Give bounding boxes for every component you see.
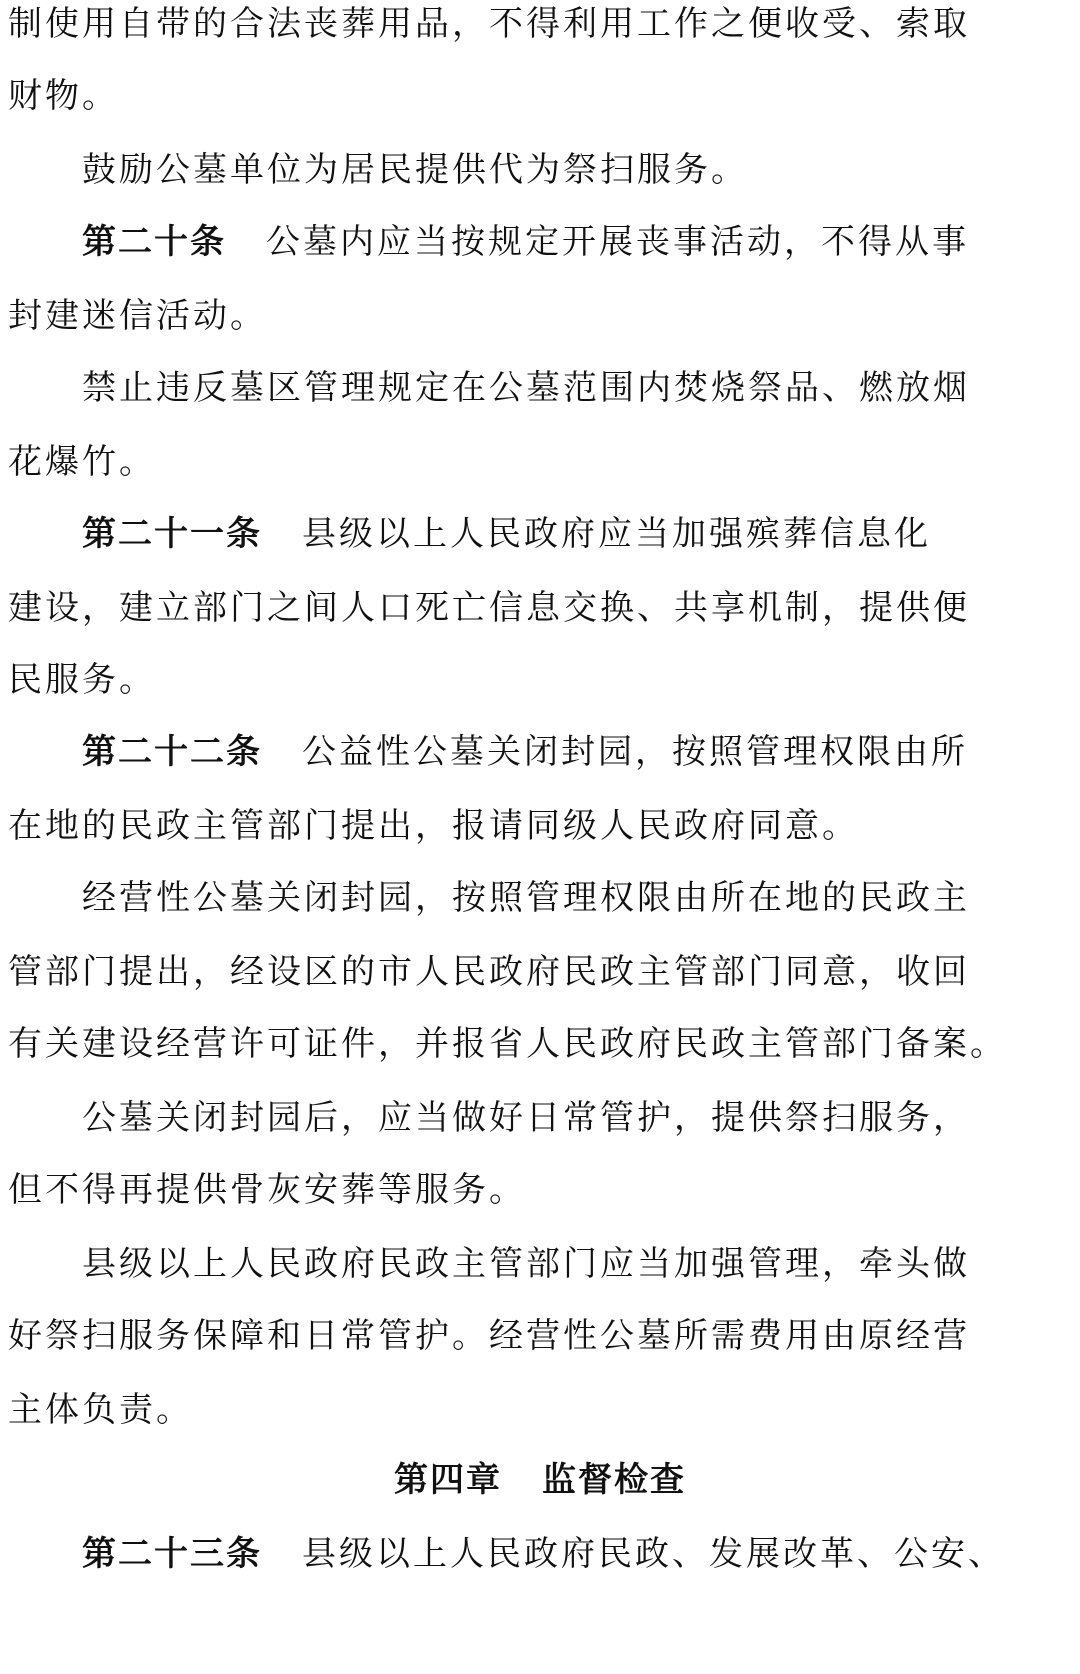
text-line: 有关建设经营许可证件，并报省人民政府民政主管部门备案。 [8, 1024, 1007, 1064]
text-line: 但不得再提供骨灰安葬等服务。 [8, 1170, 526, 1210]
article-heading: 第二十三条 [82, 1534, 262, 1574]
article-21 [82, 512, 931, 584]
paragraph-line: 禁止违反墓区管理规定在公墓范围内焚烧祭品、燃放烟 [82, 368, 970, 408]
article-heading: 第二十条 [82, 222, 226, 262]
chapter-heading [0, 1458, 1080, 1502]
article-23 [82, 1532, 1005, 1604]
text-line: 管部门提出，经设区的市人民政府民政主管部门同意，收回 [8, 952, 970, 992]
text-line: 好祭扫服务保障和日常管护。经营性公墓所需费用由原经营 [8, 1316, 970, 1356]
chapter-title: 监督检查 [542, 1460, 686, 1500]
paragraph-line: 经营性公墓关闭封园，按照管理权限由所在地的民政主 [82, 878, 970, 918]
chapter-label: 第四章 [394, 1460, 502, 1500]
text-line: 在地的民政主管部门提出，报请同级人民政府同意。 [8, 806, 859, 846]
article-heading: 第二十一条 [82, 514, 262, 554]
article-22 [82, 730, 968, 802]
article-text: 县级以上人民政府民政、发展改革、公安、 [302, 1534, 1005, 1574]
text-line: 民服务。 [8, 660, 156, 700]
article-text: 县级以上人民政府应当加强殡葬信息化 [302, 514, 931, 554]
paragraph-line: 鼓励公墓单位为居民提供代为祭扫服务。 [82, 150, 748, 190]
text-line: 建设，建立部门之间人口死亡信息交换、共享机制，提供便 [8, 588, 970, 628]
article-heading: 第二十二条 [82, 732, 262, 772]
article-text: 公益性公墓关闭封园，按照管理权限由所 [302, 732, 968, 772]
article-20 [82, 220, 969, 292]
article-text: 公墓内应当按规定开展丧事活动，不得从事 [266, 222, 969, 262]
text-line: 花爆竹。 [8, 442, 156, 482]
text-line: 制使用自带的合法丧葬用品，不得利用工作之便收受、索取 [8, 4, 970, 44]
text-line: 主体负责。 [8, 1390, 193, 1430]
paragraph-line: 公墓关闭封园后，应当做好日常管护，提供祭扫服务， [82, 1098, 970, 1138]
text-line: 封建迷信活动。 [8, 296, 267, 336]
text-line: 财物。 [8, 76, 119, 116]
paragraph-line: 县级以上人民政府民政主管部门应当加强管理，牵头做 [82, 1244, 970, 1284]
